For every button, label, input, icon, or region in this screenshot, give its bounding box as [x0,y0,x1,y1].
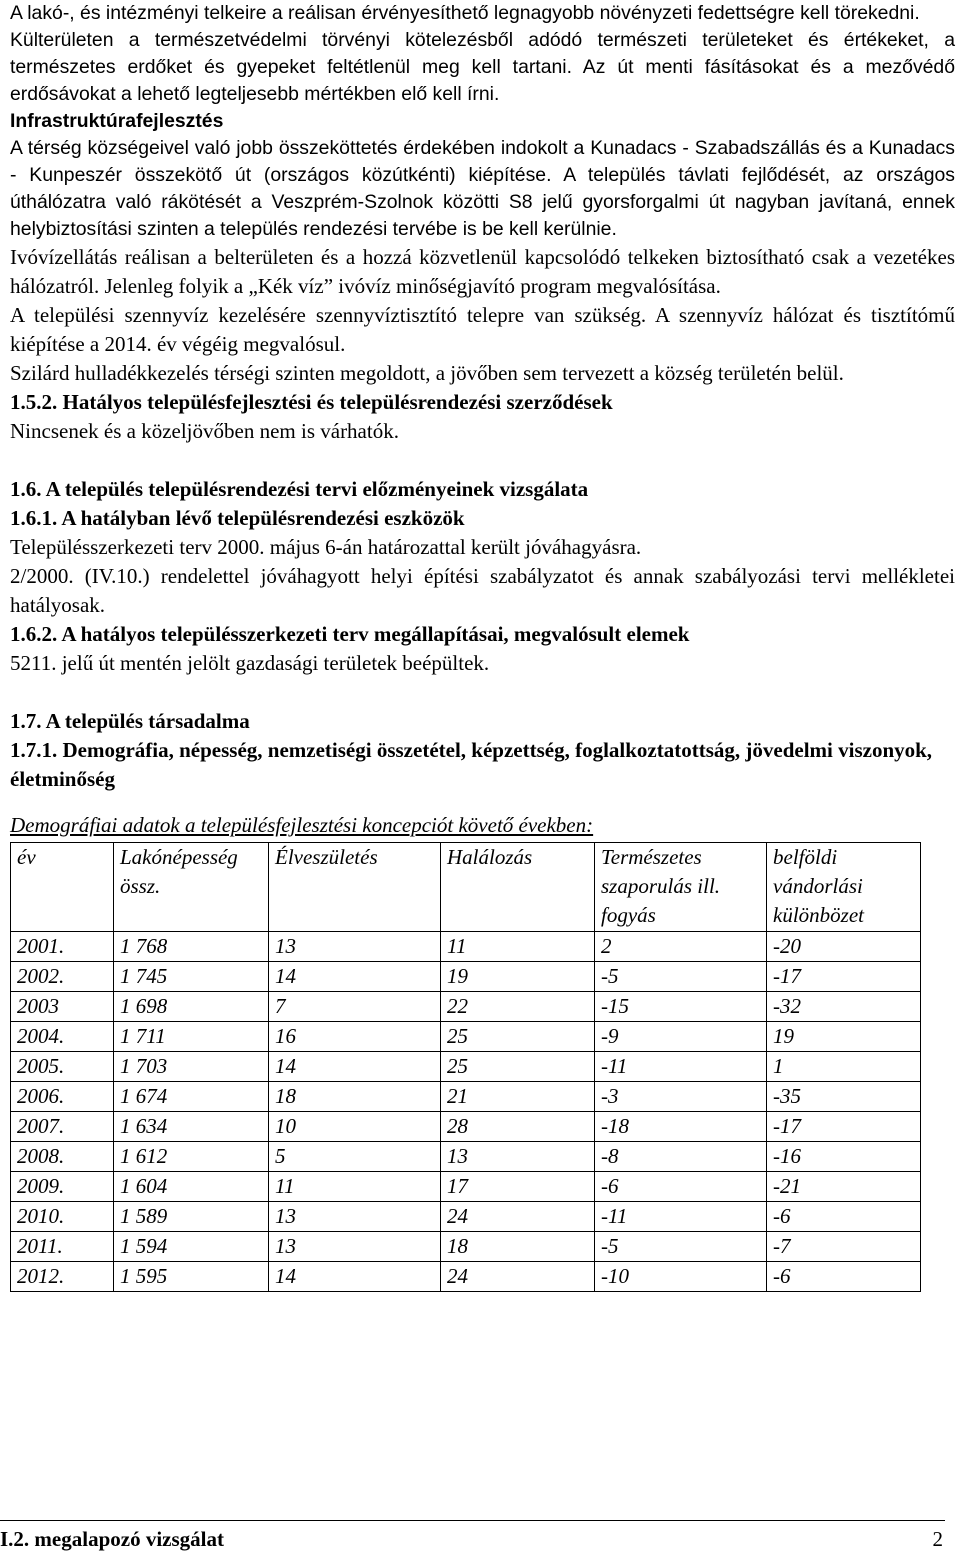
paragraph-outskirts: Külterületen a természetvédelmi törvényi kötelezésből adódó természeti területeket és értékeket, a természetes erdőket és gyepeket feltétlenül meg kell tartani. Az út menti fásításokat és a mezővédő erdősávokat a lehető legteljesebb mértékben elő kell írni. [10,29,955,105]
cell-deaths: 19 [441,962,595,992]
table-row [11,962,921,992]
cell-natural-change: -8 [595,1142,767,1172]
cell-population: 1 604 [114,1172,269,1202]
heading-1-5-2 [10,388,955,417]
cell-births: 11 [269,1172,441,1202]
cell-year: 2001. [11,932,114,962]
cell-deaths: 13 [441,1142,595,1172]
section-title: Demográfia, népesség, nemzetiségi összetétel, képzettség, foglalkoztatottság, jövedelmi viszonyok, életminőség [10,738,933,791]
cell-year: 2003 [11,992,114,1022]
cell-deaths: 24 [441,1262,595,1292]
column-header-migration: belföldi vándorlási különbözet [767,843,921,932]
table-row [11,1142,921,1172]
cell-year: 2005. [11,1052,114,1082]
paragraph-built-areas: 5211. jelű út mentén jelölt gazdasági területek beépültek. [10,651,490,675]
column-header-population: Lakónépesség össz. [114,843,269,932]
footer-document-title: I.2. megalapozó vizsgálat [0,1527,224,1551]
cell-births: 18 [269,1082,441,1112]
cell-natural-change: -5 [595,1232,767,1262]
section-number: 1.5.2. [10,390,58,414]
cell-natural-change: -5 [595,962,767,992]
column-header-natural-change: Természetes szaporulás ill. fogyás [595,843,767,932]
cell-migration: -20 [767,932,921,962]
cell-population: 1 674 [114,1082,269,1112]
table-row [11,1022,921,1052]
table-row [11,932,921,962]
cell-year: 2008. [11,1142,114,1172]
table-row [11,1262,921,1292]
section-title: A hatályos településszerkezeti terv megállapításai, megvalósult elemek [61,622,690,646]
section-title: A hatályban lévő településrendezési eszközök [61,506,465,530]
table-row [11,992,921,1022]
table-row [11,1052,921,1082]
cell-population: 1 703 [114,1052,269,1082]
cell-deaths: 17 [441,1172,595,1202]
cell-natural-change: -3 [595,1082,767,1112]
page-footer [0,1520,945,1550]
cell-year: 2011. [11,1232,114,1262]
spacer [10,678,955,707]
cell-natural-change: 2 [595,932,767,962]
section-title: Hatályos településfejlesztési és településrendezési szerződések [62,390,613,414]
section-number: 1.6.2. [10,622,58,646]
cell-year: 2002. [11,962,114,992]
section-number: 1.7. [10,709,42,733]
cell-population: 1 745 [114,962,269,992]
cell-year: 2009. [11,1172,114,1202]
cell-births: 13 [269,1232,441,1262]
cell-births: 13 [269,932,441,962]
column-header-year: év [11,843,114,932]
paragraph-waste: Szilárd hulladékkezelés térségi szinten megoldott, a jövőben sem tervezett a község területén belül. [10,361,844,385]
spacer [10,446,955,475]
cell-deaths: 24 [441,1202,595,1232]
column-header-deaths: Halálozás [441,843,595,932]
cell-deaths: 25 [441,1052,595,1082]
cell-deaths: 22 [441,992,595,1022]
heading-1-6 [10,475,955,504]
heading-infrastructure: Infrastruktúrafejlesztés [10,110,224,132]
cell-year: 2010. [11,1202,114,1232]
paragraph-green-cover: A lakó-, és intézményi telkeire a reálisan érvényesíthető legnagyobb növényzeti fedettségre kell törekedni. [10,2,920,24]
demographics-table [10,842,921,1292]
cell-migration: -16 [767,1142,921,1172]
document-page [10,0,955,1292]
cell-migration: -6 [767,1262,921,1292]
cell-natural-change: -18 [595,1112,767,1142]
table-row [11,1082,921,1112]
heading-1-7-1 [10,736,955,794]
cell-migration: -17 [767,1112,921,1142]
cell-population: 1 612 [114,1142,269,1172]
cell-migration: -17 [767,962,921,992]
cell-population: 1 768 [114,932,269,962]
cell-population: 1 698 [114,992,269,1022]
table-row [11,1172,921,1202]
cell-year: 2006. [11,1082,114,1112]
cell-births: 14 [269,962,441,992]
paragraph-road-network: A térség községeivel való jobb összeköttetés érdekében indokolt a Kunadacs - Szabadszállás és a Kunadacs - Kunpeszér összekötő út (országos közútkénti) kiépítése. A település távlati fejlődését, az országos úthálózatra való rákötését a Veszprém-Szolnok közötti S8 jelű gyorsforgalmi út nagyban javítaná, ennek helybiztosítási szinten a település rendezési tervébe is be kell kerülnie. [10,137,955,240]
table-row [11,1202,921,1232]
cell-year: 2004. [11,1022,114,1052]
cell-migration: -35 [767,1082,921,1112]
table-row [11,1112,921,1142]
column-header-births: Élveszületés [269,843,441,932]
cell-deaths: 25 [441,1022,595,1052]
cell-migration: -32 [767,992,921,1022]
cell-deaths: 11 [441,932,595,962]
section-title: A település településrendezési tervi előzményeinek vizsgálata [45,477,589,501]
paragraph-contracts: Nincsenek és a közeljövőben nem is várhatók. [10,419,399,443]
cell-births: 13 [269,1202,441,1232]
cell-deaths: 21 [441,1082,595,1112]
cell-migration: 1 [767,1052,921,1082]
cell-migration: 19 [767,1022,921,1052]
cell-natural-change: -11 [595,1202,767,1232]
section-title: A település társadalma [45,709,250,733]
section-number: 1.7.1. [10,738,58,762]
cell-births: 10 [269,1112,441,1142]
cell-births: 5 [269,1142,441,1172]
table-caption: Demográfiai adatok a településfejlesztési koncepciót követő években: [10,813,594,837]
heading-1-7 [10,707,955,736]
cell-migration: -21 [767,1172,921,1202]
paragraph-sewage: A települési szennyvíz kezelésére szennyvíztisztító telepre van szükség. A szennyvíz hálózat és tisztítómű kiépítése a 2014. év végéig megvalósul. [10,303,955,356]
paragraph-water-supply: Ivóvízellátás reálisan a belterületen és a hozzá közvetlenül kapcsolódó telkeken biztosítható csak a vezetékes hálózatról. Jelenleg folyik a „Kék víz” ivóvíz minőségjavító program megvalósítása. [10,245,955,298]
cell-year: 2007. [11,1112,114,1142]
cell-migration: -6 [767,1202,921,1232]
cell-population: 1 711 [114,1022,269,1052]
page-number: 2 [932,1527,943,1551]
cell-natural-change: -6 [595,1172,767,1202]
cell-migration: -7 [767,1232,921,1262]
cell-population: 1 634 [114,1112,269,1142]
cell-natural-change: -10 [595,1262,767,1292]
cell-year: 2012. [11,1262,114,1292]
cell-population: 1 595 [114,1262,269,1292]
cell-deaths: 18 [441,1232,595,1262]
cell-deaths: 28 [441,1112,595,1142]
heading-1-6-1 [10,504,955,533]
cell-births: 14 [269,1262,441,1292]
section-number: 1.6. [10,477,42,501]
cell-births: 16 [269,1022,441,1052]
cell-population: 1 594 [114,1232,269,1262]
paragraph-regulation: 2/2000. (IV.10.) rendelettel jóváhagyott helyi építési szabályzatot és annak szabályozási tervi mellékletei hatályosak. [10,564,955,617]
table-row [11,1232,921,1262]
heading-1-6-2 [10,620,955,649]
cell-births: 14 [269,1052,441,1082]
paragraph-structure-plan: Településszerkezeti terv 2000. május 6-án határozattal került jóváhagyásra. [10,535,642,559]
cell-natural-change: -9 [595,1022,767,1052]
cell-births: 7 [269,992,441,1022]
cell-natural-change: -11 [595,1052,767,1082]
cell-natural-change: -15 [595,992,767,1022]
section-number: 1.6.1. [10,506,58,530]
cell-population: 1 589 [114,1202,269,1232]
table-header-row [11,843,921,932]
